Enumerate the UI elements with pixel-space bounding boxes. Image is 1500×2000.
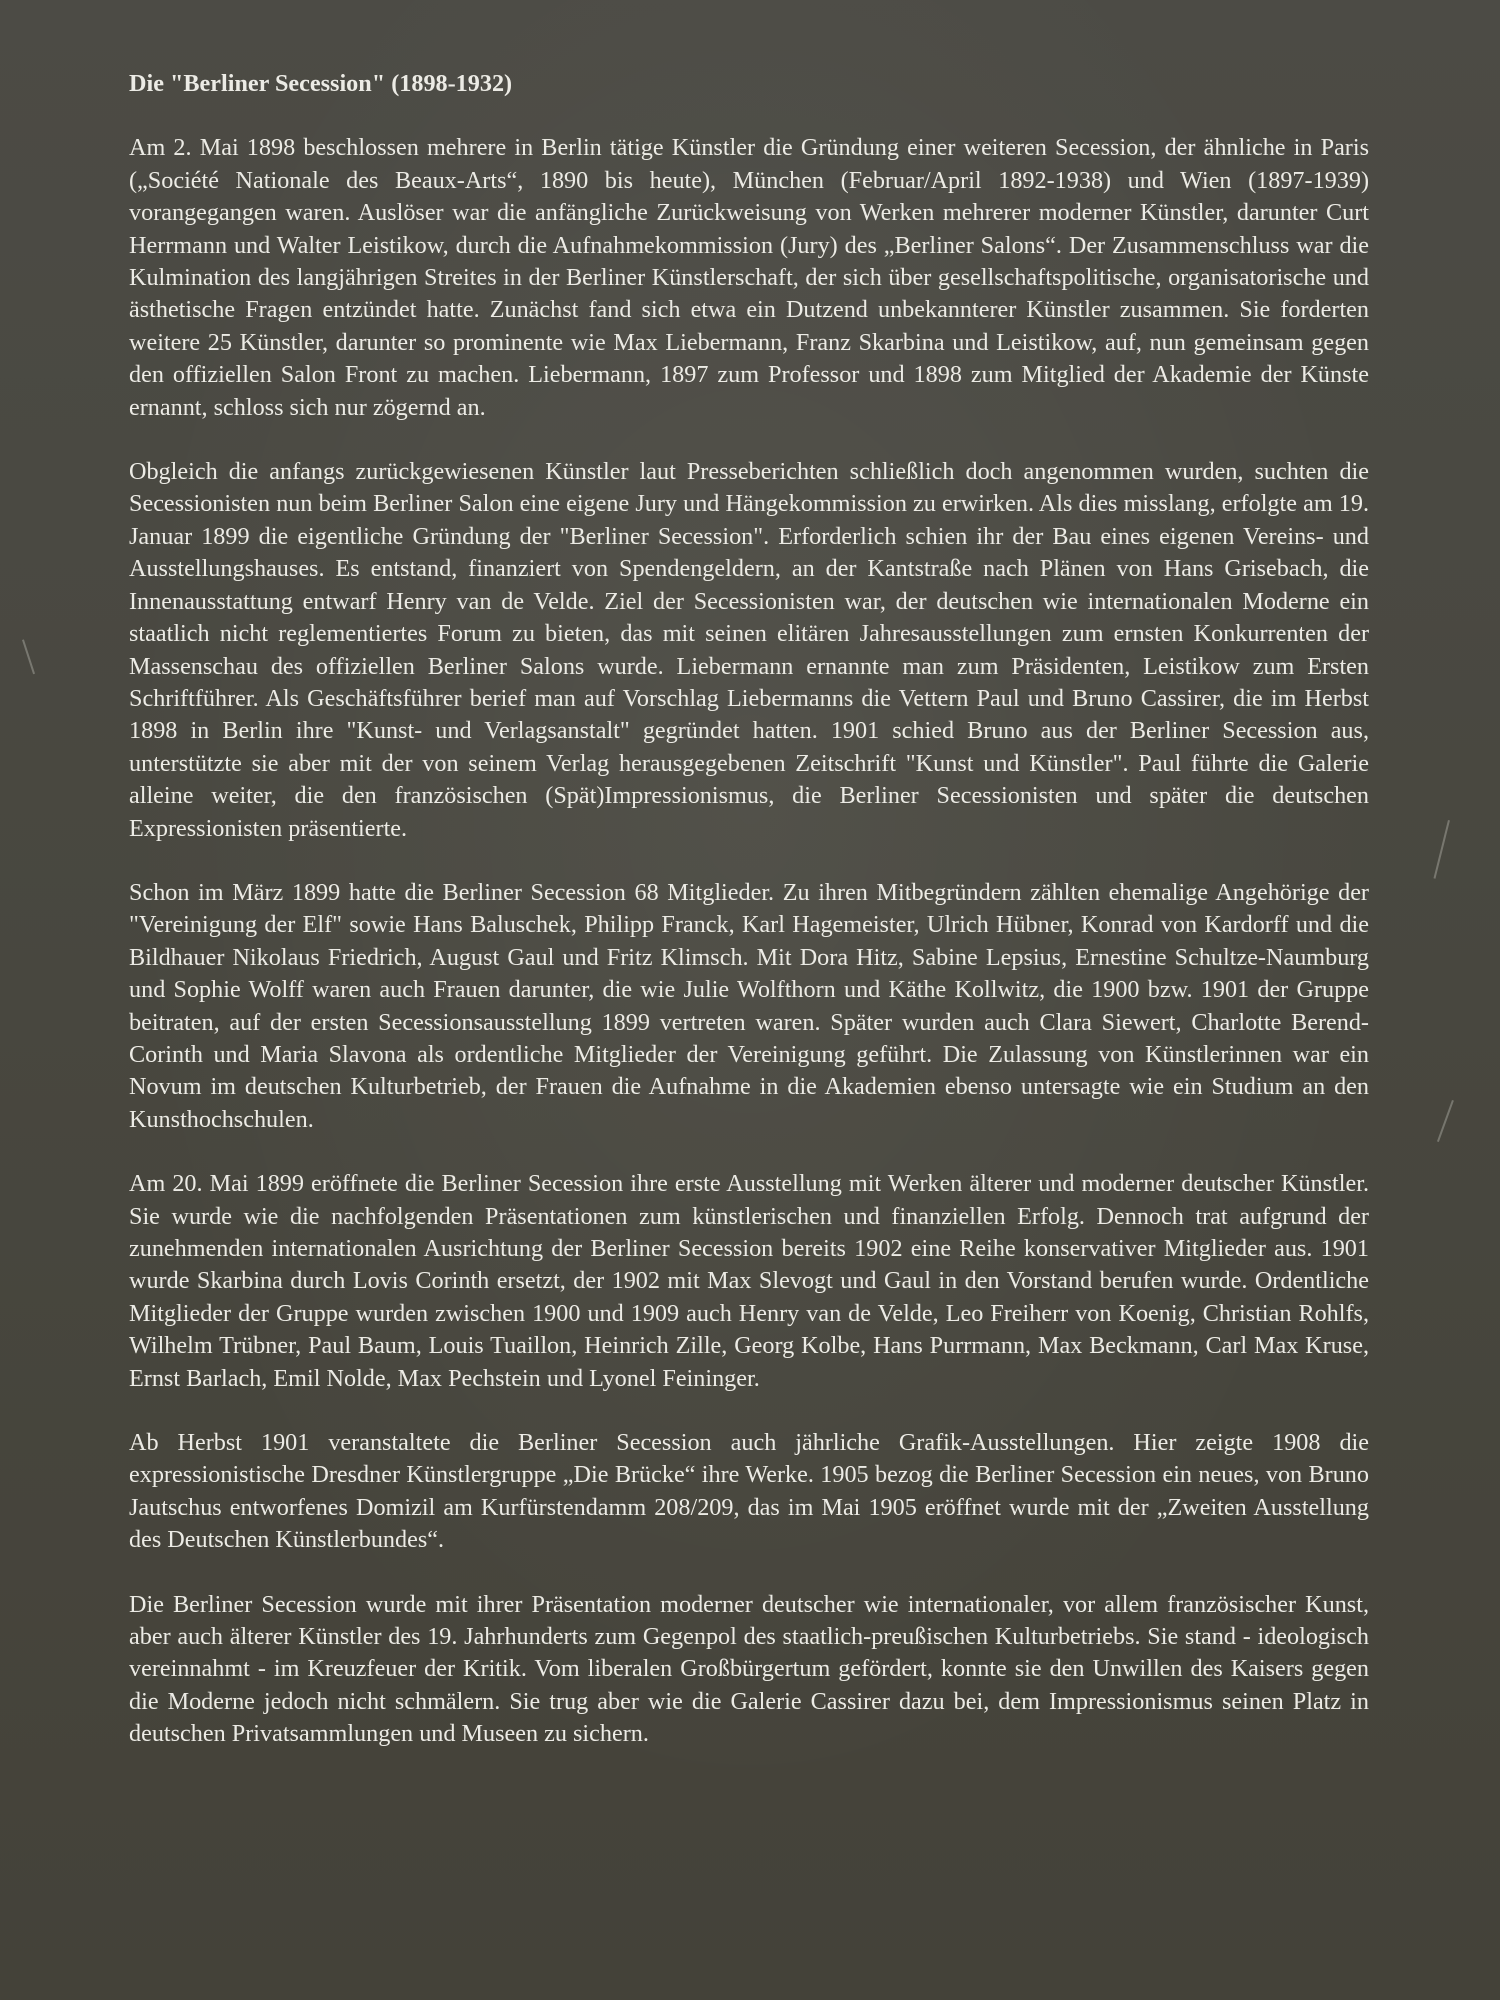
- paragraph-legacy: Die Berliner Secession wurde mit ihrer Präsentation moderner deutscher wie internationaler, vor allem französischer Kunst, aber auch älterer Künstler des 19. Jahrhunderts zum Gegenpol des staatlich-preußischen Kulturbetriebs. Sie stand - ideologisch vereinnahmt - im Kreuzfeuer der Kritik. Vom liberalen Großbürgertum gefördert, konnte sie den Unwillen des Kaisers gegen die Moderne jedoch nicht schmälern. Sie trug aber wie die Galerie Cassirer dazu bei, dem Impressionismus seinen Platz in deutschen Privatsammlungen und Museen zu sichern.: [129, 1590, 1369, 1748]
- surface-scratch: [1433, 820, 1449, 879]
- surface-scratch: [22, 639, 35, 674]
- paragraph-founding: Am 2. Mai 1898 beschlossen mehrere in Berlin tätige Künstler die Gründung einer weiteren Secession, der ähnliche in Paris („Société Nationale des Beaux-Arts“, 1890 bis heute), München (Februar/April 1892-1938) und Wien (1897-1939) vorangegangen waren. Auslöser war die anfängliche Zurückweisung von Werken mehrerer moderner Künstler, darunter Curt Herrmann und Walter Leistikow, durch die Aufnahmekommission (Jury) des „Berliner Salons“. Der Zusammenschluss war die Kulmination des langjährigen Streites in der Berliner Künstlerschaft, der sich über gesellschaftspolitische, organisatorische und ästhetische Fragen entzündet hatte. Zunächst fand sich etwa ein Dutzend unbekannterer Künstler zusammen. Sie forderten weitere 25 Künstler, darunter so prominente wie Max Liebermann, Franz Skarbina und Leistikow, auf, nun gemeinsam gegen den offiziellen Salon Front zu machen. Liebermann, 1897 zum Professor und 1898 zum Mitglied der Akademie der Künste ernannt, schloss sich nur zögernd an.: [129, 134, 1369, 421]
- surface-scratch: [1437, 1100, 1454, 1142]
- panel-title: Die "Berliner Secession" (1898-1932): [129, 70, 513, 97]
- paragraph-first-exhibition: Am 20. Mai 1899 eröffnete die Berliner Secession ihre erste Ausstellung mit Werken älterer und moderner deutscher Künstler. Sie wurde wie die nachfolgenden Präsentationen zum künstlerischen und finanziellen Erfolg. Dennoch trat aufgrund der zunehmenden internationalen Ausrichtung der Berliner Secession bereits 1902 eine Reihe konservativer Mitglieder aus. 1901 wurde Skarbina durch Lovis Corinth ersetzt, der 1902 mit Max Slevogt und Gaul in den Vorstand berufen wurde. Ordentliche Mitglieder der Gruppe wurden zwischen 1900 und 1909 auch Henry van de Velde, Leo Freiherr von Koenig, Christian Rohlfs, Wilhelm Trübner, Paul Baum, Louis Tuaillon, Heinrich Zille, Georg Kolbe, Hans Purrmann, Max Beckmann, Carl Max Kruse, Ernst Barlach, Emil Nolde, Max Pechstein und Lyonel Feininger.: [129, 1170, 1369, 1392]
- paragraph-establishment: Obgleich die anfangs zurückgewiesenen Künstler laut Presseberichten schließlich doch angenommen wurden, suchten die Secessionisten nun beim Berliner Salon eine eigene Jury und Hängekommission zu erwirken. Als dies misslang, erfolgte am 19. Januar 1899 die eigentliche Gründung der "Berliner Secession". Erforderlich schien ihr der Bau eines eigenen Vereins- und Ausstellungshauses. Es entstand, finanziert von Spendengeldern, an der Kantstraße nach Plänen von Hans Grisebach, die Innenausstattung entwarf Henry van de Velde. Ziel der Secessionisten war, der deutschen wie internationalen Moderne ein staatlich nicht reglementiertes Forum zu bieten, das mit seinen elitären Jahresausstellungen zum ernsten Konkurrenten der Massenschau des offiziellen Berliner Salons wurde. Liebermann ernannte man zum Präsidenten, Leistikow zum Ersten Schriftführer. Als Geschäftsführer berief man auf Vorschlag Liebermanns die Vettern Paul und Bruno Cassirer, die im Herbst 1898 in Berlin ihre "Kunst- und Verlagsanstalt" gegründet hatten. 1901 schied Bruno aus der Berliner Secession aus, unterstützte sie aber mit der von seinem Verlag herausgegebenen Zeitschrift "Kunst und Künstler". Paul führte die Galerie alleine weiter, die den französischen (Spät)Impressionismus, die Berliner Secessionisten und später die deutschen Expressionisten präsentierte.: [129, 458, 1369, 842]
- panel-text: [129, 68, 1369, 1751]
- paragraph-graphic-exhibitions: Ab Herbst 1901 veranstaltete die Berliner Secession auch jährliche Grafik-Ausstellungen. Hier zeigte 1908 die expressionistische Dresdner Künstlergruppe „Die Brücke“ ihre Werke. 1905 bezog die Berliner Secession ein neues, von Bruno Jautschus entworfenes Domizil am Kurfürstendamm 208/209, das im Mai 1905 eröffnet wurde mit der „Zweiten Ausstellung des Deutschen Künstlerbundes“.: [129, 1429, 1369, 1554]
- paragraph-members: Schon im März 1899 hatte die Berliner Secession 68 Mitglieder. Zu ihren Mitbegründern zählten ehemalige Angehörige der "Vereinigung der Elf" sowie Hans Baluschek, Philipp Franck, Karl Hagemeister, Ulrich Hübner, Konrad von Kardorff und die Bildhauer Nikolaus Friedrich, August Gaul und Fritz Klimsch. Mit Dora Hitz, Sabine Lepsius, Ernestine Schultze-Naumburg und Sophie Wolff waren auch Frauen darunter, die wie Julie Wolfthorn und Käthe Kollwitz, die 1900 bzw. 1901 der Gruppe beitraten, auf der ersten Secessionsausstellung 1899 vertreten waren. Später wurden auch Clara Siewert, Charlotte Berend-Corinth und Maria Slavona als ordentliche Mitglieder der Vereinigung geführt. Die Zulassung von Künstlerinnen war ein Novum im deutschen Kulturbetrieb, der Frauen die Aufnahme in die Akademien ebenso untersagte wie ein Studium an den Kunsthochschulen.: [129, 878, 1369, 1133]
